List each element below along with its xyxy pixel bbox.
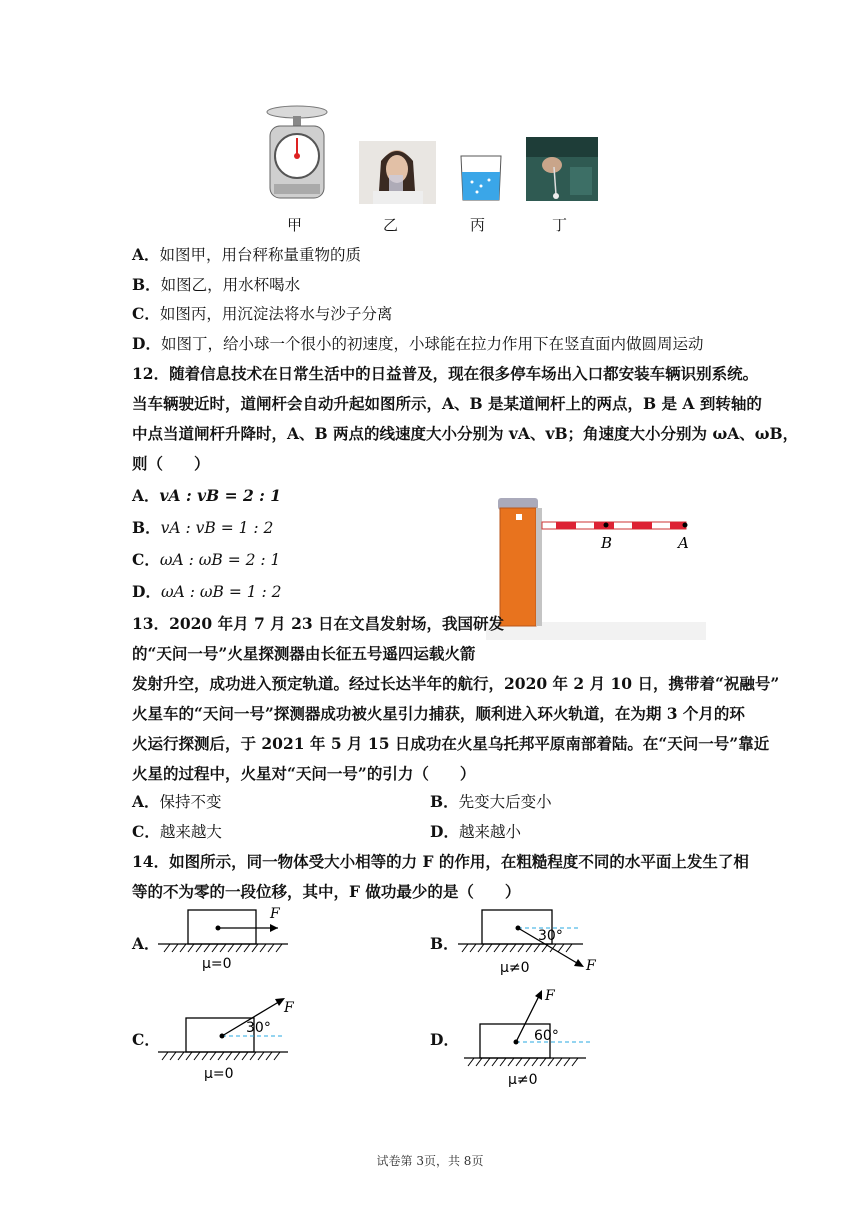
q13-option-c[interactable]: C．越来越大 — [132, 822, 222, 841]
svg-text:μ≠0: μ≠0 — [508, 1072, 538, 1088]
q13-option-a[interactable]: A．保持不变 — [132, 792, 222, 811]
point-b-label: B — [601, 534, 613, 552]
q14-figure-b — [458, 904, 618, 978]
svg-text:μ=0: μ=0 — [202, 956, 232, 972]
svg-text:F: F — [270, 906, 280, 922]
svg-text:60°: 60° — [534, 1028, 559, 1044]
caption-bing: 丙 — [470, 216, 486, 234]
q12-option-b[interactable]: B．vA : vB = 1 : 2 — [132, 518, 274, 537]
ball-rope-photo — [526, 137, 598, 201]
q13-stem-line-1: 13．2020 年月 7 月 23 日在文昌发射场，我国研发 — [132, 614, 505, 633]
q14-stem-line-2: 等的不为零的一段位移，其中，F 做功最少的是（ ） — [132, 882, 521, 901]
caption-ding: 丁 — [552, 216, 568, 234]
q12-stem-line-2: 当车辆驶近时，道闸杆会自动升起如图所示，A、B 是某道闸杆上的两点，B 是 A 到转轴的 — [132, 394, 762, 413]
svg-text:F: F — [545, 988, 555, 1004]
q11-option-b[interactable]: B．如图乙，用水杯喝水 — [132, 275, 301, 294]
caption-yi: 乙 — [383, 216, 399, 234]
svg-text:μ≠0: μ≠0 — [500, 960, 530, 976]
q14-option-d[interactable]: D． — [430, 1030, 459, 1049]
barrier-gate-figure — [486, 494, 706, 640]
q13-stem-line-3: 发射升空，成功进入预定轨道。经过长达半年的航行，2020 年 2 月 10 日，携带着“祝融号” — [132, 674, 780, 693]
svg-text:30°: 30° — [538, 928, 563, 944]
svg-text:F: F — [284, 1000, 294, 1016]
q14-figure-a — [158, 904, 298, 974]
q14-option-b[interactable]: B． — [430, 934, 459, 953]
q14-figure-c — [158, 992, 308, 1082]
beaker-image — [457, 152, 505, 204]
q14-option-a[interactable]: A． — [132, 934, 160, 953]
svg-text:F: F — [586, 958, 596, 974]
q12-option-a[interactable]: A．vA : vB = 2 : 1 — [132, 486, 282, 505]
caption-jia: 甲 — [287, 216, 303, 234]
page-footer: 试卷第 3页，共 8页 — [376, 1154, 484, 1168]
q11-option-d[interactable]: D．如图丁，给小球一个很小的初速度，小球能在拉力作用下在竖直面内做圆周运动 — [132, 334, 704, 353]
q14-stem-line-1: 14．如图所示，同一物体受大小相等的力 F 的作用，在粗糙程度不同的水平面上发生了相 — [132, 852, 749, 871]
q13-option-b[interactable]: B．先变大后变小 — [430, 792, 552, 811]
q12-option-d[interactable]: D．ωA : ωB = 1 : 2 — [132, 582, 282, 601]
scale-image — [262, 104, 332, 204]
q12-stem-line-4: 则（ ） — [132, 454, 210, 473]
svg-text:30°: 30° — [246, 1020, 271, 1036]
q12-stem-line-1: 12．随着信息技术在日常生活中的日益普及，现在很多停车场出入口都安装车辆识别系统。 — [132, 364, 759, 383]
q13-stem-line-5: 火运行探测后，于 2021 年 5 月 15 日成功在火星乌托邦平原南部着陆。在“天问一号”靠近 — [132, 734, 770, 753]
q13-stem-line-6: 火星的过程中，火星对“天问一号”的引力（ ） — [132, 764, 476, 783]
q11-option-a[interactable]: A．如图甲，用台秤称量重物的质 — [132, 245, 362, 264]
q13-stem-line-2: 的“天问一号”火星探测器由长征五号遥四运载火箭 — [132, 644, 476, 663]
q13-option-d[interactable]: D．越来越小 — [430, 822, 521, 841]
drinking-woman-photo — [359, 141, 436, 204]
q12-option-c[interactable]: C．ωA : ωB = 2 : 1 — [132, 550, 281, 569]
q14-option-c[interactable]: C． — [132, 1030, 160, 1049]
q12-stem-line-3: 中点当道闸杆升降时，A、B 两点的线速度大小分别为 vA、vB；角速度大小分别为 ωA、ωB， — [132, 424, 799, 443]
q14-figure-d — [462, 984, 602, 1092]
point-a-label: A — [678, 534, 689, 552]
q13-stem-line-4: 火星车的“天问一号”探测器成功被火星引力捕获，顺利进入环火轨道，在为期 3 个月的环 — [132, 704, 745, 723]
svg-text:μ=0: μ=0 — [204, 1066, 234, 1082]
q11-option-c[interactable]: C．如图丙，用沉淀法将水与沙子分离 — [132, 304, 393, 323]
